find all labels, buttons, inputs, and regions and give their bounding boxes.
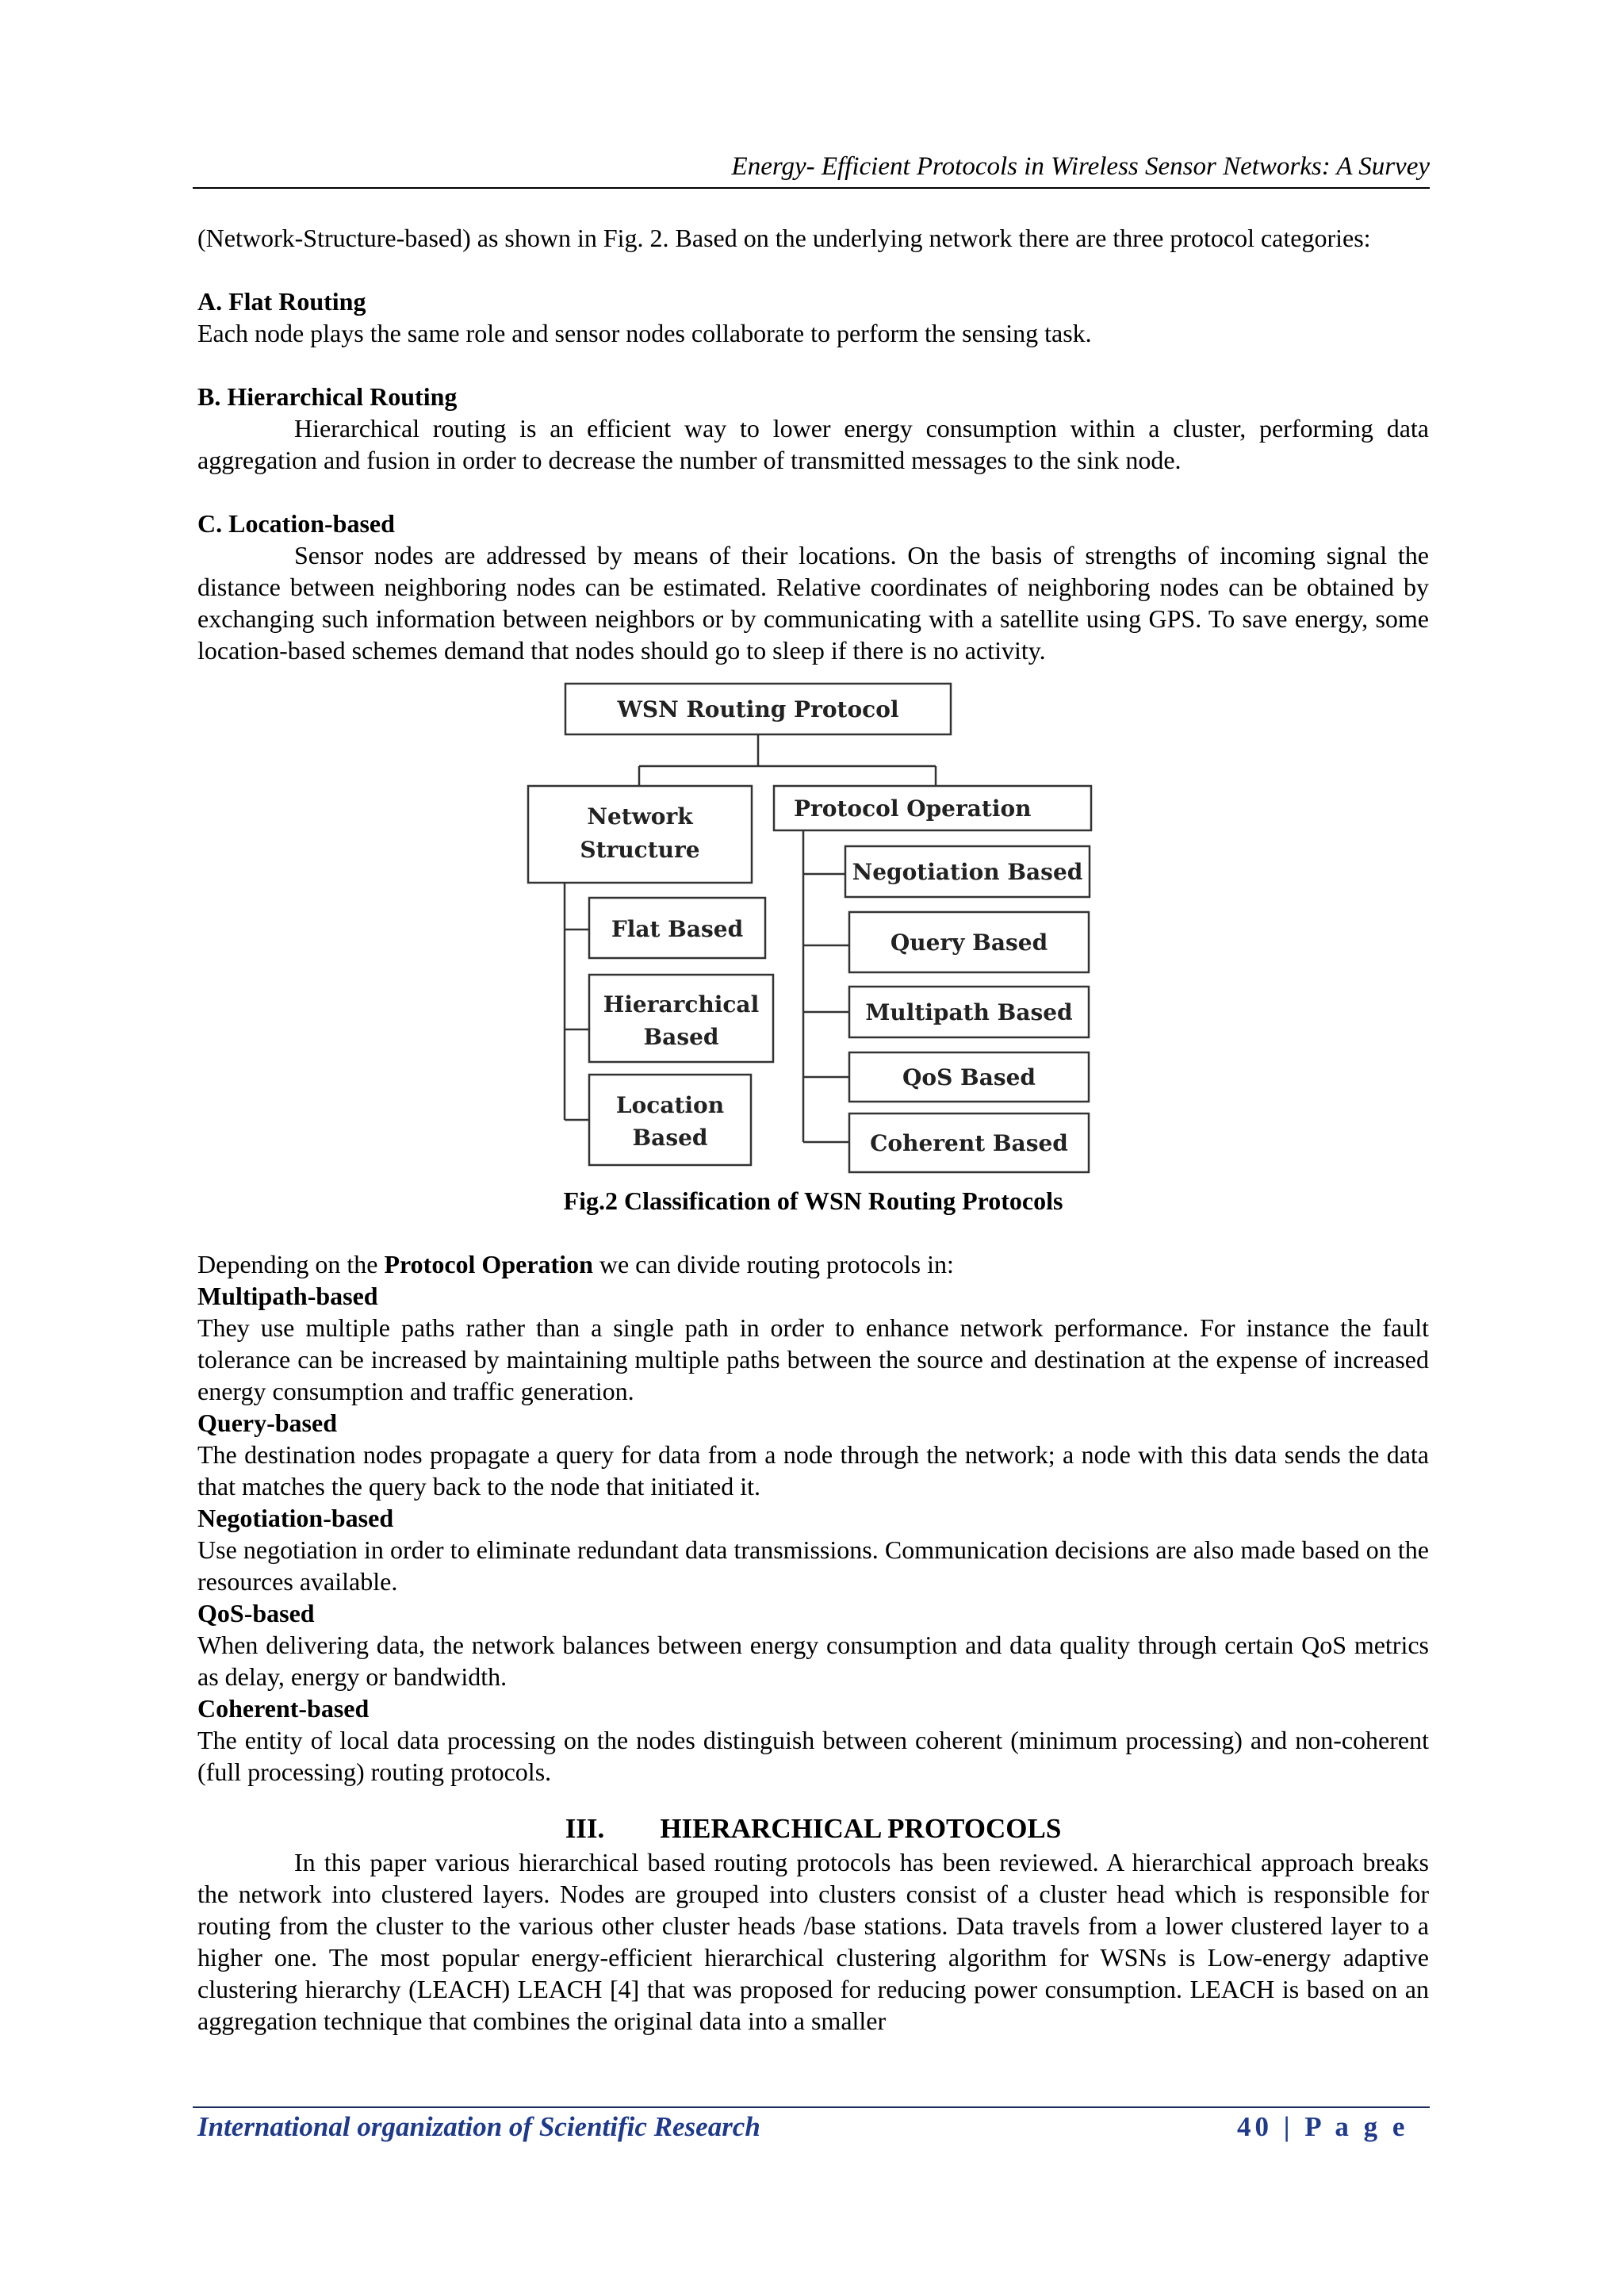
coherent-body: The entity of local data processing on the nodes distinguish between coherent (minimum processing) and non-coherent (full processing) routing protocols. [197, 1726, 1429, 1786]
figure-caption: Fig.2 Classification of WSN Routing Protocols [563, 1186, 1063, 1215]
footer-journal: International organization of Scientific Research [197, 2111, 760, 2142]
network-structure-label-1: Network [587, 803, 693, 830]
qos-label: QoS Based [902, 1064, 1036, 1091]
hierarchical-label-1: Hierarchical [603, 991, 760, 1018]
multipath-heading: Multipath-based [197, 1282, 378, 1310]
network-structure-connector [565, 883, 589, 1120]
network-structure-box [528, 786, 752, 883]
routing-classification-figure [197, 671, 1429, 1179]
query-heading: Query-based [197, 1409, 337, 1437]
hierarchical-label-2: Based [643, 1024, 719, 1050]
root-connector [639, 734, 936, 786]
section-3-number: III. [565, 1813, 605, 1844]
negotiation-label: Negotiation Based [852, 859, 1083, 885]
location-label-1: Location [615, 1092, 725, 1118]
hierarchical-routing-heading: B. Hierarchical Routing [197, 382, 458, 411]
hierarchical-routing-body: Hierarchical routing is an efficient way to lower energy consumption within a cluster, performing data aggregation and fusion in order to decrease the number of transmitted messages to the sink node. [197, 414, 1429, 474]
flat-based-label: Flat Based [611, 916, 744, 942]
location-based-heading: C. Location-based [197, 509, 395, 538]
lead-after: we can divide routing protocols in: [592, 1250, 954, 1278]
location-based-body: Sensor nodes are addressed by means of their locations. On the basis of strengths of incoming signal the distance between neighboring nodes can be estimated. Relative coordinates of neighboring nodes can be obtained by exchanging such information between neighbors or by communicating with a satellite using GPS. To save energy, some location-based schemes demand that nodes should go to sleep if there is no activity. [197, 541, 1429, 665]
section-3-title [197, 1811, 1429, 1846]
qos-heading: QoS-based [197, 1599, 315, 1627]
negotiation-heading: Negotiation-based [197, 1504, 394, 1532]
query-body: The destination nodes propagate a query for data from a node through the network; a node with this data sends the data that matches the query back to the node that initiated it. [197, 1440, 1429, 1501]
coherent-label: Coherent Based [870, 1130, 1068, 1156]
protocol-operation-lead [197, 1248, 1429, 1280]
location-based-box [589, 1075, 751, 1165]
footer-rule [193, 2106, 1430, 2108]
header-rule [193, 187, 1430, 189]
protocol-operation-label: Protocol Operation [794, 795, 1032, 822]
qos-body: When delivering data, the network balances between energy consumption and data quality through certain QoS metrics as delay, energy or bandwidth. [197, 1631, 1429, 1691]
query-label: Query Based [890, 930, 1048, 956]
protocol-operation-connector [803, 830, 849, 1142]
flat-routing-body: Each node plays the same role and sensor nodes collaborate to perform the sensing task. [197, 319, 1092, 347]
section-3-title-text: HIERARCHICAL PROTOCOLS [660, 1813, 1062, 1844]
lead-bold: Protocol Operation [384, 1250, 593, 1278]
intro-paragraph: (Network-Structure-based) as shown in Fig. 2. Based on the underlying network there are three protocol categories: [197, 224, 1371, 252]
lead-before: Depending on the [197, 1250, 385, 1278]
footer-page-number: 40 | P a g e [1237, 2111, 1409, 2142]
section-3-body: In this paper various hierarchical based routing protocols has been reviewed. A hierarchical approach breaks the network into clustered layers. Nodes are grouped into clusters consist of a cluster head which is responsible for routing from the cluster to the various other cluster heads /base stations. Data travels from a lower clustered layer to a higher one. The most popular energy-efficient hierarchical clustering algorithm for WSNs is Low-energy adaptive clustering hierarchy (LEACH) LEACH [4] that was proposed for reducing power consumption. LEACH is based on an aggregation technique that combines the original data into a smaller [197, 1848, 1429, 2035]
negotiation-body: Use negotiation in order to eliminate redundant data transmissions. Communication decisions are also made based on the resources available. [197, 1535, 1429, 1596]
root-label: WSN Routing Protocol [617, 696, 899, 723]
network-structure-label-2: Structure [580, 837, 700, 863]
running-title: Energy- Efficient Protocols in Wireless Sensor Networks: A Survey [731, 152, 1430, 181]
classification-diagram [197, 671, 1429, 1179]
page-body [197, 222, 1429, 2037]
coherent-heading: Coherent-based [197, 1694, 370, 1723]
multipath-body: They use multiple paths rather than a single path in order to enhance network performance. For instance the fault tolerance can be increased by maintaining multiple paths between the source and destination at the expense of increased energy consumption and traffic generation. [197, 1313, 1429, 1405]
flat-routing-heading: A. Flat Routing [197, 287, 366, 316]
multipath-label: Multipath Based [865, 999, 1073, 1025]
location-label-2: Based [632, 1125, 708, 1151]
